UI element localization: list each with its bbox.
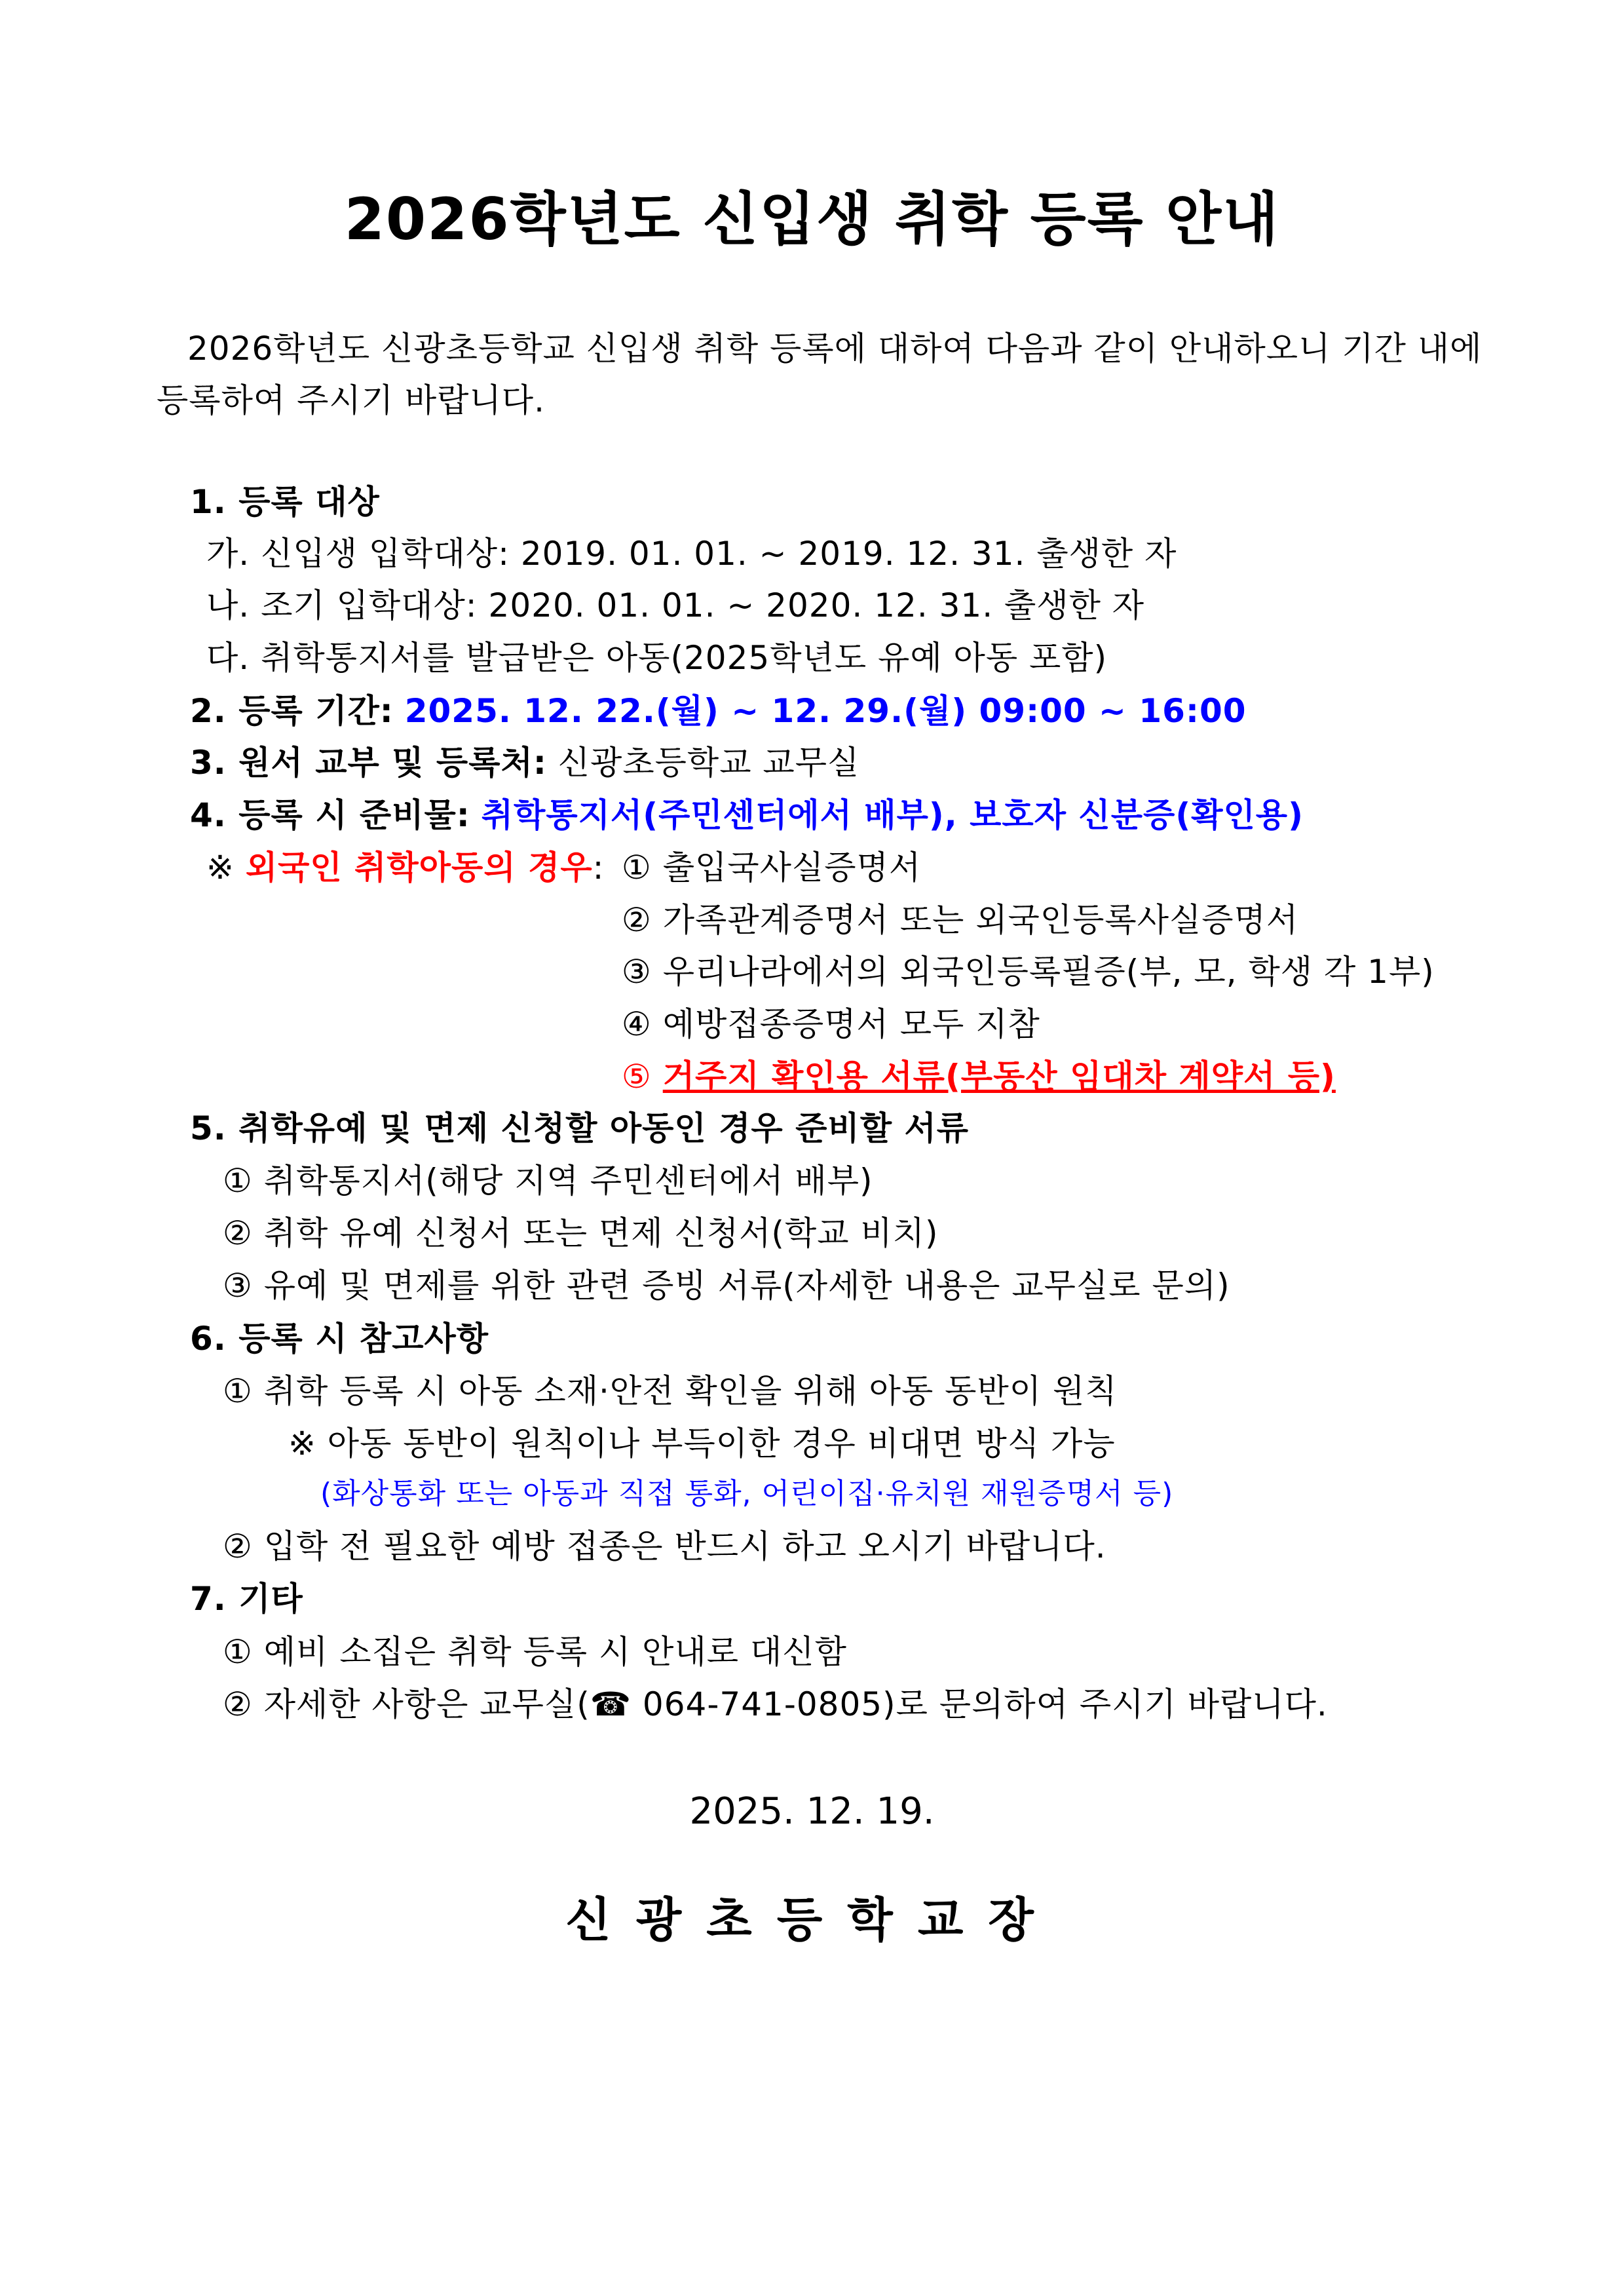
section-6-note: ※ 아동 동반이 원칙이나 부득이한 경우 비대면 방식 가능	[288, 1425, 1116, 1463]
section-6-item: ① 취학 등록 시 아동 소재·안전 확인을 위해 아동 동반이 원칙	[223, 1372, 1118, 1410]
document-date: 2025. 12. 19.	[689, 1790, 935, 1833]
intro-line-2: 등록하여 주시기 바랍니다.	[157, 381, 545, 419]
section-7-heading: 7. 기타	[190, 1580, 303, 1618]
section-3-label: 3. 원서 교부 및 등록처:	[190, 744, 547, 782]
section-4-label: 4. 등록 시 준비물:	[190, 796, 470, 834]
section-6-heading: 6. 등록 시 참고사항	[190, 1320, 489, 1358]
intro-line-1: 2026학년도 신광초등학교 신입생 취학 등록에 대하여 다음과 같이 안내하오니 기간 내에	[187, 330, 1482, 368]
section-1-heading: 1. 등록 대상	[190, 483, 380, 521]
foreign-doc: ④ 예방접종증명서 모두 지참	[622, 1005, 1040, 1043]
section-2	[190, 685, 1247, 737]
required-items: 취학통지서(주민센터에서 배부), 보호자 신분증(확인용)	[481, 796, 1304, 834]
foreign-doc: ① 출입국사실증명서	[622, 849, 922, 887]
section-1-item: 다. 취학통지서를 발급받은 아동(2025학년도 유예 아동 포함)	[206, 639, 1108, 677]
contact-post: )로 문의하여 주시기 바랍니다.	[882, 1685, 1328, 1723]
section-2-label: 2. 등록 기간:	[190, 692, 394, 730]
foreign-doc-5	[622, 1050, 1336, 1103]
foreign-note-label: 외국인 취학아동의 경우	[245, 849, 593, 887]
doc5-text: 거주지 확인용 서류(부동산 임대차 계약서 등)	[662, 1058, 1336, 1096]
section-7-item: ① 예비 소집은 취학 등록 시 안내로 대신함	[223, 1633, 847, 1671]
doc5-number: ⑤	[622, 1058, 652, 1096]
section-6-note-detail: (화상통화 또는 아동과 직접 통화, 어린이집·유치원 재원증명서 등)	[320, 1477, 1174, 1510]
section-7-item-contact	[223, 1678, 1328, 1731]
section-6-item: ② 입학 전 필요한 예방 접종은 반드시 하고 오시기 바랍니다.	[223, 1527, 1106, 1565]
phone-icon: ☎	[590, 1685, 632, 1723]
foreign-note	[206, 841, 605, 894]
signature: 신광초등학교장	[565, 1892, 1059, 1947]
section-1-item: 나. 조기 입학대상: 2020. 01. 01. ~ 2020. 12. 31. 출생한 자	[206, 586, 1145, 624]
section-5-item: ③ 유예 및 면제를 위한 관련 증빙 서류(자세한 내용은 교무실로 문의)	[223, 1267, 1230, 1305]
section-5-item: ① 취학통지서(해당 지역 주민센터에서 배부)	[223, 1162, 873, 1200]
section-3	[190, 737, 859, 789]
foreign-doc: ② 가족관계증명서 또는 외국인등록사실증명서	[622, 901, 1299, 939]
section-4	[190, 789, 1304, 841]
reference-mark-icon: ※	[206, 849, 235, 887]
registration-period: 2025. 12. 22.(월) ~ 12. 29.(월) 09:00 ~ 16:00	[404, 692, 1247, 730]
phone-number: 064-741-0805	[642, 1685, 883, 1723]
document-title: 2026학년도 신입생 취학 등록 안내	[344, 185, 1280, 253]
colon: :	[592, 849, 605, 887]
foreign-doc: ③ 우리나라에서의 외국인등록필증(부, 모, 학생 각 1부)	[622, 953, 1435, 991]
section-5-heading: 5. 취학유예 및 면제 신청할 아동인 경우 준비할 서류	[190, 1109, 970, 1147]
section-5-item: ② 취학 유예 신청서 또는 면제 신청서(학교 비치)	[223, 1214, 939, 1252]
section-1-item: 가. 신입생 입학대상: 2019. 01. 01. ~ 2019. 12. 31. 출생한 자	[206, 535, 1177, 573]
registration-place: 신광초등학교 교무실	[557, 744, 860, 782]
contact-pre: ② 자세한 사항은 교무실(	[223, 1685, 590, 1723]
